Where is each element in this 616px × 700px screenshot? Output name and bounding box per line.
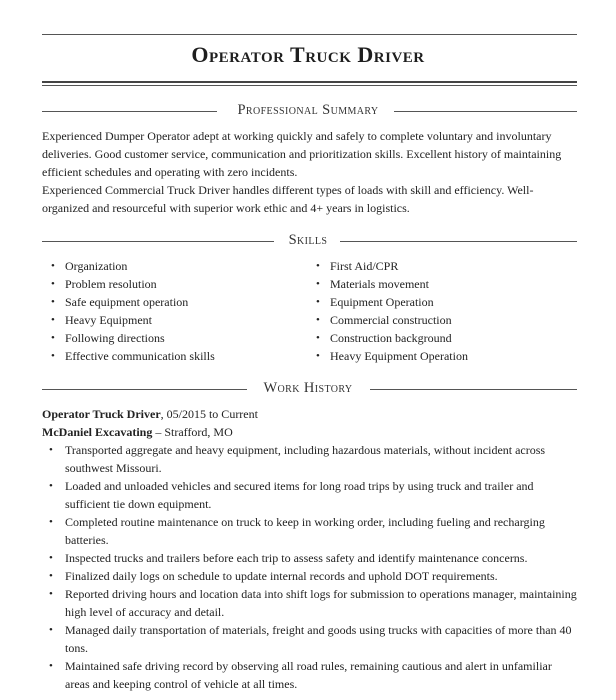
summary-paragraph-2: Experienced Commercial Truck Driver handles different types of loads with skill and efficiency. Well-organized and resourceful with superior work ethic and 4+ years in logistics.	[42, 183, 534, 215]
skill-item: • Materials movement	[313, 275, 468, 293]
duty-item: • Managed daily transportation of materials, freight and goods using trucks with capacities of more than 40 tons.	[48, 621, 578, 657]
duty-item: • Reported driving hours and location data into shift logs for submission to operations manager, maintaining high level of accuracy and detail.	[48, 585, 578, 621]
duty-item: • Inspected trucks and trailers before each trip to assess safety and identify maintenance concerns.	[48, 549, 578, 567]
skill-item: • Heavy Equipment Operation	[313, 347, 468, 365]
skill-item: • Following directions	[48, 329, 215, 347]
skill-item: • Commercial construction	[313, 311, 468, 329]
company-location: – Strafford, MO	[152, 425, 233, 439]
work-history-heading-text: Work History	[253, 380, 362, 396]
skill-item: • First Aid/CPR	[313, 257, 468, 275]
duty-item: • Completed routine maintenance on truck to keep in working order, including fueling and recharging batteries.	[48, 513, 578, 549]
duty-item: • Transported aggregate and heavy equipment, including hazardous materials, without incident across southwest Missouri.	[48, 441, 578, 477]
summary-heading	[0, 102, 616, 119]
duty-item: • Loaded and unloaded vehicles and secured items for long road trips by using truck and trailer and sufficient tie down equipment.	[48, 477, 578, 513]
summary-heading-text: Professional Summary	[227, 102, 388, 118]
duty-item: • Finalized daily logs on schedule to update internal records and uphold DOT requirements.	[48, 567, 578, 585]
title-underline-thin	[42, 85, 577, 86]
skill-item: • Equipment Operation	[313, 293, 468, 311]
job-dates: , 05/2015 to Current	[160, 407, 258, 421]
skills-heading-text: Skills	[279, 232, 338, 248]
job-title-line	[42, 405, 258, 423]
title-underline	[42, 81, 577, 83]
skill-item: • Problem resolution	[48, 275, 215, 293]
skill-item: • Organization	[48, 257, 215, 275]
skills-list-left	[48, 257, 215, 365]
work-history-heading	[0, 380, 616, 397]
skills-list-right	[313, 257, 468, 365]
resume-title: Operator Truck Driver	[191, 42, 425, 67]
skill-item: • Safe equipment operation	[48, 293, 215, 311]
company-name: McDaniel Excavating	[42, 425, 153, 439]
company-line	[42, 423, 233, 441]
skill-item: • Heavy Equipment	[48, 311, 215, 329]
job-duties-list	[48, 441, 578, 693]
skill-item: • Construction background	[313, 329, 468, 347]
summary-paragraph-1: Experienced Dumper Operator adept at working quickly and safely to complete voluntary and involuntary deliveries. Good customer service, communication and prioritization skills. Excellent history of maintaining efficient schedules and operating with zero incidents.	[42, 129, 562, 179]
top-rule	[42, 34, 577, 35]
skill-item: • Effective communication skills	[48, 347, 215, 365]
skills-heading	[0, 232, 616, 249]
duty-item: • Maintained safe driving record by observing all road rules, remaining cautious and alert in unfamiliar areas and keeping control of vehicle at all times.	[48, 657, 578, 693]
job-title: Operator Truck Driver	[42, 407, 161, 421]
